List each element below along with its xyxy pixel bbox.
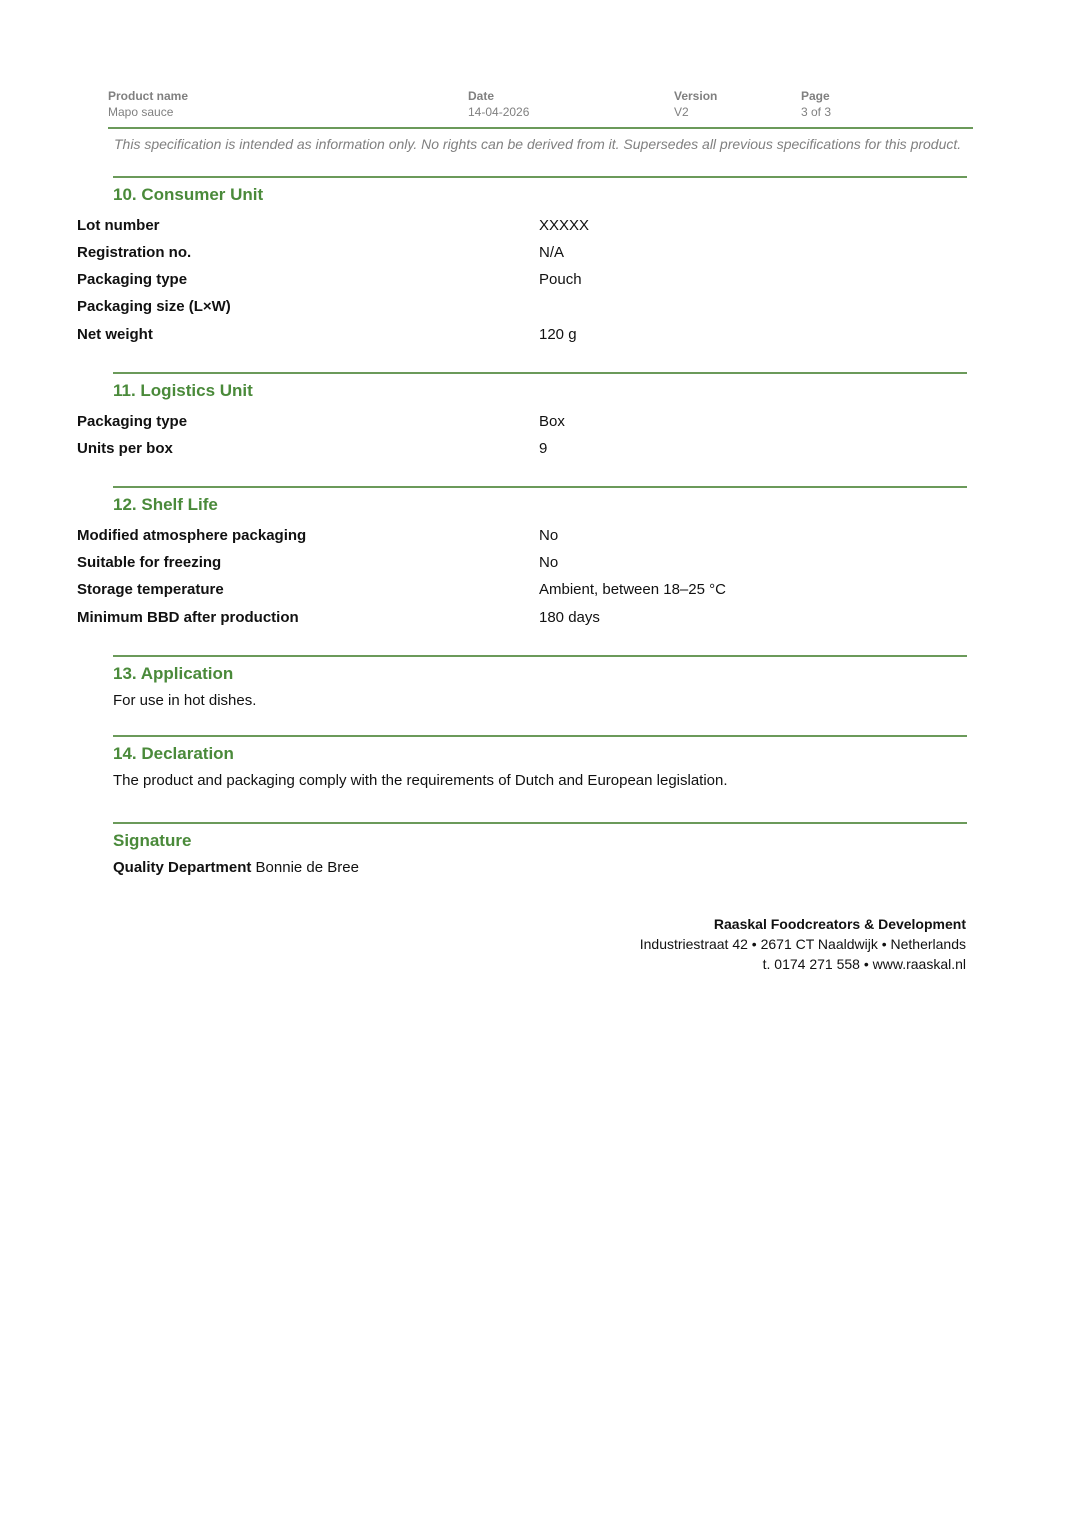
header-version	[674, 88, 717, 120]
header-date	[468, 88, 529, 120]
row-label: Registration no.	[77, 244, 192, 261]
row-label: Storage temperature	[77, 581, 224, 598]
row-value: XXXXX	[539, 217, 590, 234]
section-title-application: 13. Application	[113, 664, 234, 683]
page-label: Page	[801, 89, 830, 103]
row-value: 120 g	[539, 326, 577, 343]
table-row	[77, 298, 967, 318]
row-label: Units per box	[77, 440, 173, 457]
version-label: Version	[674, 89, 718, 103]
table-row	[77, 326, 967, 346]
table-row	[77, 527, 967, 547]
table-row	[77, 554, 967, 574]
table-row	[77, 271, 967, 291]
section-divider	[113, 735, 967, 737]
row-value: Box	[539, 413, 565, 430]
row-value: 9	[539, 440, 548, 457]
signature-department: Quality Department	[113, 859, 252, 876]
row-label: Minimum BBD after production	[77, 609, 299, 626]
section-divider	[113, 655, 967, 657]
row-label: Lot number	[77, 217, 160, 234]
section-divider	[113, 372, 967, 374]
row-value: Ambient, between 18–25 °C	[539, 581, 726, 598]
section-divider	[113, 486, 967, 488]
table-row	[77, 413, 967, 433]
section-title-signature: Signature	[113, 831, 192, 850]
row-value: Pouch	[539, 271, 582, 288]
row-label: Packaging size (L×W)	[77, 298, 231, 315]
company-contact: t. 0174 271 558 • www.raaskal.nl	[762, 956, 966, 972]
table-row	[77, 217, 967, 237]
company-address: Industriestraat 42 • 2671 CT Naaldwijk • Netherlands	[639, 936, 966, 952]
row-value: No	[539, 554, 559, 571]
row-label: Modified atmosphere packaging	[77, 527, 307, 544]
row-label: Suitable for freezing	[77, 554, 222, 571]
section-title-shelf-life: 12. Shelf Life	[113, 495, 218, 514]
row-label: Packaging type	[77, 413, 188, 430]
section-title-logistics-unit: 11. Logistics Unit	[113, 381, 253, 400]
header-page	[801, 88, 831, 120]
section-title-declaration: 14. Declaration	[113, 744, 234, 763]
date-value: 14-04-2026	[468, 105, 530, 119]
table-row	[77, 609, 967, 629]
header-divider	[108, 127, 973, 129]
application-text: For use in hot dishes.	[113, 692, 257, 709]
table-row	[77, 581, 967, 601]
header-product-name	[108, 88, 188, 120]
section-title-consumer-unit: 10. Consumer Unit	[113, 185, 264, 204]
section-divider	[113, 822, 967, 824]
page-value: 3 of 3	[801, 105, 832, 119]
product-name-label: Product name	[108, 89, 189, 103]
product-name-value: Mapo sauce	[108, 105, 174, 119]
row-value: No	[539, 527, 559, 544]
date-label: Date	[468, 89, 495, 103]
company-name: Raaskal Foodcreators & Development	[713, 916, 966, 932]
signature-name: Bonnie de Bree	[255, 859, 359, 876]
row-label: Net weight	[77, 326, 153, 343]
row-value: N/A	[539, 244, 565, 261]
table-row	[77, 244, 967, 264]
row-value: 180 days	[539, 609, 600, 626]
table-row	[77, 440, 967, 460]
version-value: V2	[674, 105, 689, 119]
section-divider	[113, 176, 967, 178]
disclaimer: This specification is intended as information only. No rights can be derived from it. Supersedes all previous specifications for this product.	[114, 136, 962, 152]
signature-line	[113, 859, 359, 876]
declaration-text: The product and packaging comply with the requirements of Dutch and European legislation.	[113, 772, 728, 789]
row-label: Packaging type	[77, 271, 188, 288]
